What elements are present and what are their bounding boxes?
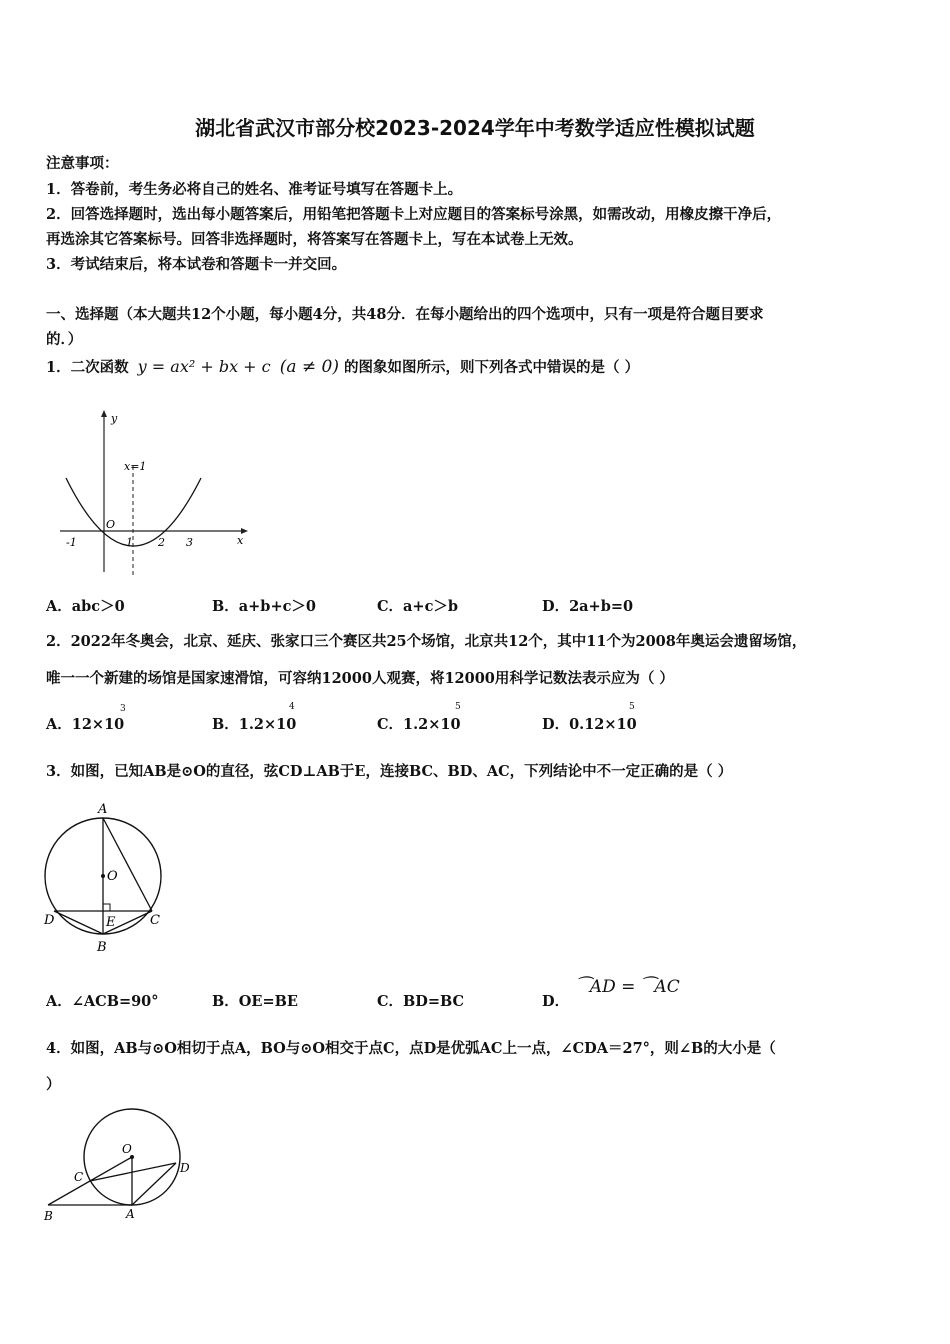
tick-2: 2	[158, 536, 165, 549]
label-b: B	[97, 940, 107, 955]
q3-option-d-formula: ⁀AD = ⁀AC	[576, 977, 680, 997]
y-axis-label: y	[111, 412, 118, 425]
notice-item-3: 3．考试结束后，将本试卷和答题卡一并交回。	[46, 256, 347, 273]
page-title: 湖北省武汉市部分校2023-2024学年中考数学适应性模拟试题	[195, 116, 755, 140]
q2-option-d-exponent: 5	[629, 702, 635, 712]
q2-option-c[interactable]: C．1.2×10	[377, 716, 461, 733]
label-a: A	[98, 802, 108, 817]
label-e: E	[106, 915, 116, 930]
label-c: C	[150, 913, 160, 928]
question-4-line-a: 4．如图，AB与⊙O相切于点A，BO与⊙O相交于点C，点D是优弧AC上一点，∠CDA＝27°，则∠B的大小是（	[46, 1040, 776, 1057]
center-point	[101, 874, 105, 878]
label-o: O	[107, 869, 118, 884]
segment-bd	[54, 911, 103, 934]
q2-option-b-exponent: 4	[289, 702, 295, 712]
q2-option-a[interactable]: A．12×10	[46, 716, 125, 733]
question-2-line-a: 2．2022年冬奥会，北京、延庆、张家口三个赛区共25个场馆，北京共12个，其中11个为2008年奥运会遗留场馆，	[46, 633, 807, 650]
label-a: A	[126, 1207, 135, 1221]
symmetry-axis-label: x=1	[124, 460, 147, 473]
question-1-formula: y = ax² + bx + c	[137, 357, 271, 376]
label-o: O	[122, 1142, 132, 1156]
q3-option-c[interactable]: C．BD=BC	[377, 993, 465, 1010]
notice-heading: 注意事项：	[46, 155, 119, 172]
tick-neg1: -1	[66, 536, 77, 549]
x-axis-label: x	[237, 534, 244, 547]
q1-option-d[interactable]: D．2a+b=0	[542, 598, 634, 615]
question-1-suffix: 的图象如图所示，则下列各式中错误的是（ ）	[344, 359, 640, 376]
question-1-condition: (a ≠ 0)	[279, 357, 339, 377]
section-heading-b: 的．）	[46, 331, 83, 348]
section-heading-a: 一、选择题（本大题共12个小题，每小题4分，共48分．在每小题给出的四个选项中，只有一项是符合题目要求	[46, 306, 764, 323]
q2-option-a-exponent: 3	[120, 704, 126, 714]
q2-option-d[interactable]: D．0.12×10	[542, 716, 637, 733]
y-axis-arrow	[101, 410, 107, 417]
notice-item-1: 1．答卷前，考生务必将自己的姓名、准考证号填写在答题卡上。	[46, 181, 463, 198]
segment-cd	[90, 1163, 176, 1181]
question-4-line-b: ）	[46, 1076, 61, 1093]
notice-item-2b: 再选涂其它答案标号。回答非选择题时，将答案写在答题卡上，写在本试卷上无效。	[46, 231, 583, 248]
question-4-tangent-figure	[40, 1108, 210, 1226]
label-c: C	[74, 1170, 84, 1184]
q3-option-d-prefix: D．	[542, 993, 570, 1010]
q2-option-b[interactable]: B．1.2×10	[212, 716, 297, 733]
question-1-parabola-graph	[56, 408, 256, 580]
q3-option-a[interactable]: A．∠ACB=90°	[46, 993, 159, 1010]
q2-option-c-exponent: 5	[455, 702, 461, 712]
question-3-circle-figure	[40, 798, 170, 958]
tick-3: 3	[186, 536, 193, 549]
q1-option-c[interactable]: C．a+c＞b	[377, 598, 459, 615]
question-1-stem	[46, 356, 639, 377]
label-d: D	[180, 1161, 190, 1175]
q3-option-b[interactable]: B．OE=BE	[212, 993, 298, 1010]
label-b: B	[44, 1209, 53, 1223]
right-angle-mark	[103, 904, 110, 911]
origin-label: O	[106, 518, 116, 531]
question-1-prefix: 1．二次函数	[46, 359, 129, 376]
segment-ad	[132, 1163, 176, 1205]
question-2-line-b: 唯一一个新建的场馆是国家速滑馆，可容纳12000人观赛，将12000用科学记数法表示应为（ ）	[46, 670, 674, 687]
question-3-text: 3．如图，已知AB是⊙O的直径，弦CD⊥AB于E，连接BC、BD、AC，下列结论中不一定正确的是（ ）	[46, 763, 733, 780]
segment-ac	[103, 818, 152, 911]
label-d: D	[44, 913, 55, 928]
q3-option-d[interactable]	[542, 976, 680, 1010]
q1-option-b[interactable]: B．a+b+c＞0	[212, 598, 317, 615]
q1-option-a[interactable]: A．abc＞0	[46, 598, 125, 615]
notice-item-2a: 2．回答选择题时，选出每小题答案后，用铅笔把答题卡上对应题目的答案标号涂黑，如需改动，用橡皮擦干净后，	[46, 206, 782, 223]
tick-1: 1	[126, 536, 133, 549]
